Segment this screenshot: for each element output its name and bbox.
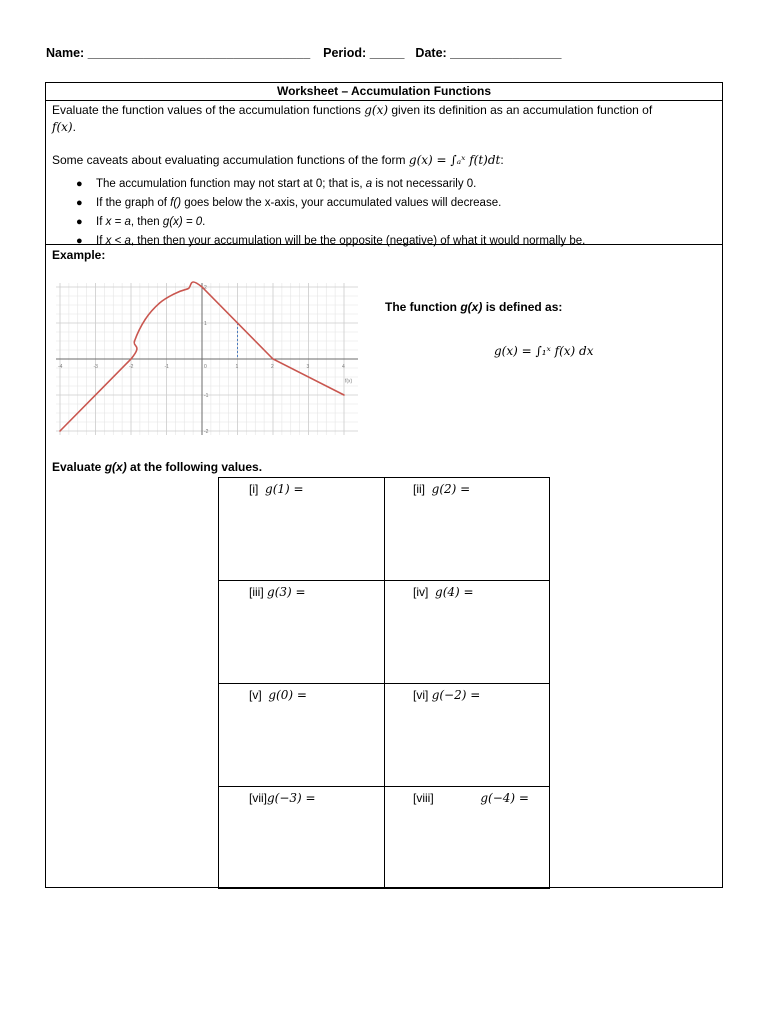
definition-formula <box>494 329 634 373</box>
list-item: ● The accumulation function may not start at 0; that is, a is not necessarily 0. <box>76 178 477 190</box>
x-tick-label: -2 <box>129 364 134 370</box>
caveat-line: Some caveats about evaluating accumulation functions of the form g(x) = ∫ₐˣ f(t)dt: <box>52 153 504 167</box>
answer-grid <box>218 477 550 889</box>
caveat-list <box>76 175 585 251</box>
x-tick-label: -3 <box>93 364 98 370</box>
curve-label: f(x) <box>345 378 353 385</box>
name-label: Name: <box>46 46 85 60</box>
data-point <box>144 319 146 321</box>
caveat-formula: g(x) = ∫ₐˣ f(t)dt <box>408 153 501 167</box>
x-tick-label: 1 <box>235 364 239 370</box>
section-divider <box>46 244 722 245</box>
answer-cell-i[interactable]: [i] g(1) = <box>249 482 304 496</box>
y-tick-label: -1 <box>204 393 209 399</box>
definition-label: The function g(x) is defined as: <box>385 300 563 314</box>
answer-cell-viii[interactable]: [viii] g(−4) = <box>413 791 529 805</box>
header-line <box>46 46 726 60</box>
answer-cell-iv[interactable]: [iv] g(4) = <box>413 585 474 599</box>
answer-cell-v[interactable]: [v] g(0) = <box>249 688 307 702</box>
data-point <box>59 430 61 432</box>
data-point <box>134 340 136 342</box>
data-point <box>201 286 203 288</box>
data-point <box>173 293 175 295</box>
origin-label: 0 <box>204 364 207 370</box>
y-tick-label: -2 <box>204 429 209 435</box>
data-point <box>159 302 161 304</box>
period-label: Period: <box>323 46 367 60</box>
list-item: ● If x = a, then g(x) = 0. <box>76 216 206 228</box>
function-graph <box>54 279 362 439</box>
intro-gx: g(x) <box>364 103 389 117</box>
answer-cell-vii[interactable]: [vii]g(−3) = <box>249 791 316 805</box>
x-tick-label: 4 <box>342 364 345 370</box>
evaluate-label: Evaluate g(x) at the following values. <box>52 460 263 474</box>
period-blank[interactable]: _____ <box>369 46 405 60</box>
x-tick-label: -1 <box>164 364 169 370</box>
list-item: ● If the graph of f() goes below the x-axis, your accumulated values will decrease. <box>76 197 502 209</box>
list-item: ● If x < a, then then your accumulation will be the opposite (negative) of what it would normally be. <box>76 235 586 247</box>
intro-text: Evaluate the function values of the accumulation functions g(x) given its definition as an accumulation function of f(x). <box>52 103 653 134</box>
x-tick-label: -4 <box>58 364 63 370</box>
data-point <box>130 358 132 360</box>
answer-cell-vi[interactable]: [vi] g(−2) = <box>413 688 481 702</box>
worksheet-title: Worksheet – Accumulation Functions <box>46 83 722 101</box>
date-blank[interactable]: ________________ <box>450 46 562 60</box>
data-point <box>343 394 345 396</box>
date-label: Date: <box>415 46 447 60</box>
data-point <box>187 288 189 290</box>
answer-cell-ii[interactable]: [ii] g(2) = <box>413 482 471 496</box>
y-tick-label: 2 <box>204 285 207 291</box>
x-tick-label: 3 <box>306 364 310 370</box>
name-blank[interactable]: ________________________________ <box>87 46 311 60</box>
data-point <box>272 358 274 360</box>
worksheet-table <box>45 82 723 888</box>
example-label: Example: <box>52 248 106 262</box>
definition-formula-text: g(x) = ∫₁ˣ f(x) dx <box>494 344 594 358</box>
intro-fx: f(x) <box>52 120 73 134</box>
answer-cell-iii[interactable]: [iii] g(3) = <box>249 585 306 599</box>
x-tick-label: 2 <box>271 364 274 370</box>
y-tick-label: 1 <box>204 321 207 327</box>
